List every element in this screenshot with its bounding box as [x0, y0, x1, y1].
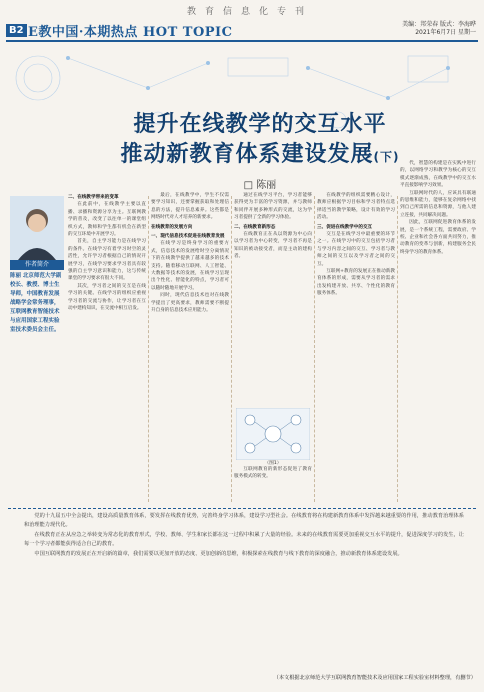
subheading: 二、在线教育新形态 [234, 224, 276, 230]
paragraph: 最后，在线教学中，学生不仅需要学习知识，还要掌握获取和处理信息的方法，提升信息素养。这些都是网络时代对人才培养的新要求。 [151, 193, 229, 221]
byline: □ 陈丽 [243, 180, 277, 191]
masthead-slogan: 教育信息化专刊 [186, 7, 313, 17]
article-headline [100, 110, 420, 172]
paragraph: 二、在线教学带来的变革 [68, 195, 119, 200]
headline-line-2 [100, 140, 420, 172]
editor-line: 美编：邦荣春 版式：李海晔 [402, 21, 476, 28]
paragraph: 因此，互联网促进教育体系的发展，是一个系统工程，需要政府、学校、企业和社会各方面共同努力，推动教育的变革与创新，构建服务全民终身学习的教育体系。 [400, 220, 476, 255]
paragraph: 中国互联网教育的发展正在开启新的篇章，我们需要以更加开放的态度、更加创新的思维，积极探索在线教育与线下教育的深度融合，推动新教育体系建设发展。 [34, 550, 403, 557]
article-column-4 [317, 192, 395, 504]
paragraph: 在线教育正在从以资源为中心向以学习者为中心转变，学习者不再是知识的被动接受者，而是主动的建构者。 [234, 232, 312, 260]
article-column-3 [234, 192, 312, 404]
column-divider [397, 196, 398, 502]
article-column-3-lower [234, 466, 312, 506]
paragraph: 互联网教育的新形态促进了教育服务模式的转变。 [234, 467, 312, 480]
paragraph: 互联网时代的人，应该具有联通的思维和能力，能够在复杂网络中找到自己所需的信息和资源，与他人建立连接，共同解决问题。 [400, 190, 476, 218]
section-title: E教中国·本期热点 HOT TOPIC [28, 25, 233, 40]
masthead [0, 0, 484, 46]
paragraph: 在线教育正在从应急之举转变为常态化的教育形式，学校、教师、学生和家长都在这一过程中积累了大量的经验。未来的在线教育需要更加重视交互水平的提升，促进深度学习的发生，让每一个学习者都能获得适合自己的教育。 [24, 531, 464, 548]
paragraph: 其次，学习者之间的交互是在线学习的关键。在线学习的组织应重视学习者的交流与协作，让学习者在互动中建构知识，在交流中相互启发。 [68, 283, 146, 312]
article-figure [236, 408, 310, 460]
subheading: 三、促进在线教学中的交互 [317, 224, 373, 230]
bottom-section [24, 512, 464, 559]
figure-caption: （图1） [264, 461, 282, 466]
footer-note: （本文根据北京师范大学互联网教育智能技术及应用国家工程实验室材料整理，有删节） [273, 675, 476, 681]
paragraph: 在线学习是终身学习的重要方式，信息技术的发展给时空分离情况下的在线教学提供了越来越多的技术支持。随着移动互联网、人工智能、大数据等技术的发展，在线学习呈现出个性化、智能化的特点，学习者可以随时随地开展学习。 [151, 241, 229, 291]
paragraph: 交互是在线学习中最重要的环节之一。在线学习中的交互包括学习者与学习内容之间的交互、学习者与教师之间的交互以及学习者之间的交互。 [317, 232, 395, 267]
headline-suffix: (下) [373, 150, 400, 164]
paragraph: 首先，自主学习能力是在线学习的条件。在线学习有着学习时空的灵活性，允许学习者根据自己的情况开展学习，在线学习要求学习者具有较强的自主学习意识和能力，这与传统课堂的学习要求有很大不同。 [68, 239, 146, 282]
paragraph: 通过在线学习平台，学习者能够获得更为丰富的学习资源，并与教师和同伴开展多种形式的交流，这为学习者提供了全新的学习体验。 [234, 193, 312, 221]
paragraph: 代，智慧的构建是在实践中进行的，以网络学习和教学为核心的交互模式逐渐成熟，在线教学中的交互水平直接影响学习效果。 [400, 161, 476, 189]
column-divider [314, 196, 315, 502]
paragraph: 党的十九届五中全会提出，建设高质量教育体系，要发挥在线教育优势，完善终身学习体系，建设学习型社会。在线教育将在构建新教育体系中发挥越来越重要的作用，推动教育治理体系和治理能力现代化。 [24, 513, 464, 529]
paragraph: 互联网+教育的发展正在推动新教育体系的形成，需要从学习者的需求出发构建开放、共享、个性化的教育服务体系。 [317, 269, 395, 297]
author-photo [10, 196, 64, 260]
column-divider [231, 196, 232, 502]
article-column-2 [151, 192, 229, 504]
headline-line-1: 提升在线教学的交互水平 [133, 112, 387, 137]
article-column-1 [68, 192, 146, 504]
date-line: 2021年6月7日 星期一 [415, 29, 476, 36]
paragraph: 在此前中，在线教学主要以直播、录播和资源分享为主。互联网教学的普及，改变了以往单一的课堂组织方式，教师和学生都有机会在新型的交互环境中开展学习。 [68, 202, 146, 238]
column-divider [148, 196, 149, 502]
header-rule [6, 40, 478, 42]
headline-line-2-text: 推动新教育体系建设发展 [120, 142, 374, 167]
subheading: 一、现代信息技术促进在线教育发展 [151, 234, 225, 240]
paragraph: 在线教学的组织需要精心设计，教师应根据学习目标和学习者特点选择适当的教学策略，设计有效的学习活动。 [317, 193, 395, 221]
page-number-tag: B2 [6, 24, 27, 37]
subheading: 在线教育的发展方向 [151, 224, 193, 230]
author-label: 作者简介 [10, 260, 64, 270]
author-bio: 陈丽 北京师范大学副校长、教授、博士生导师，中国教育发展战略学会常务理事，互联网教育智能技术与应用国家工程实验室技术委员会主任。 [10, 273, 62, 333]
paragraph: 同时，现代信息技术也对在线教学提出了更高要求，教师需要不断提升自身的信息技术应用能力。 [151, 293, 229, 314]
issue-meta [402, 21, 476, 37]
article-column-5 [400, 160, 476, 504]
